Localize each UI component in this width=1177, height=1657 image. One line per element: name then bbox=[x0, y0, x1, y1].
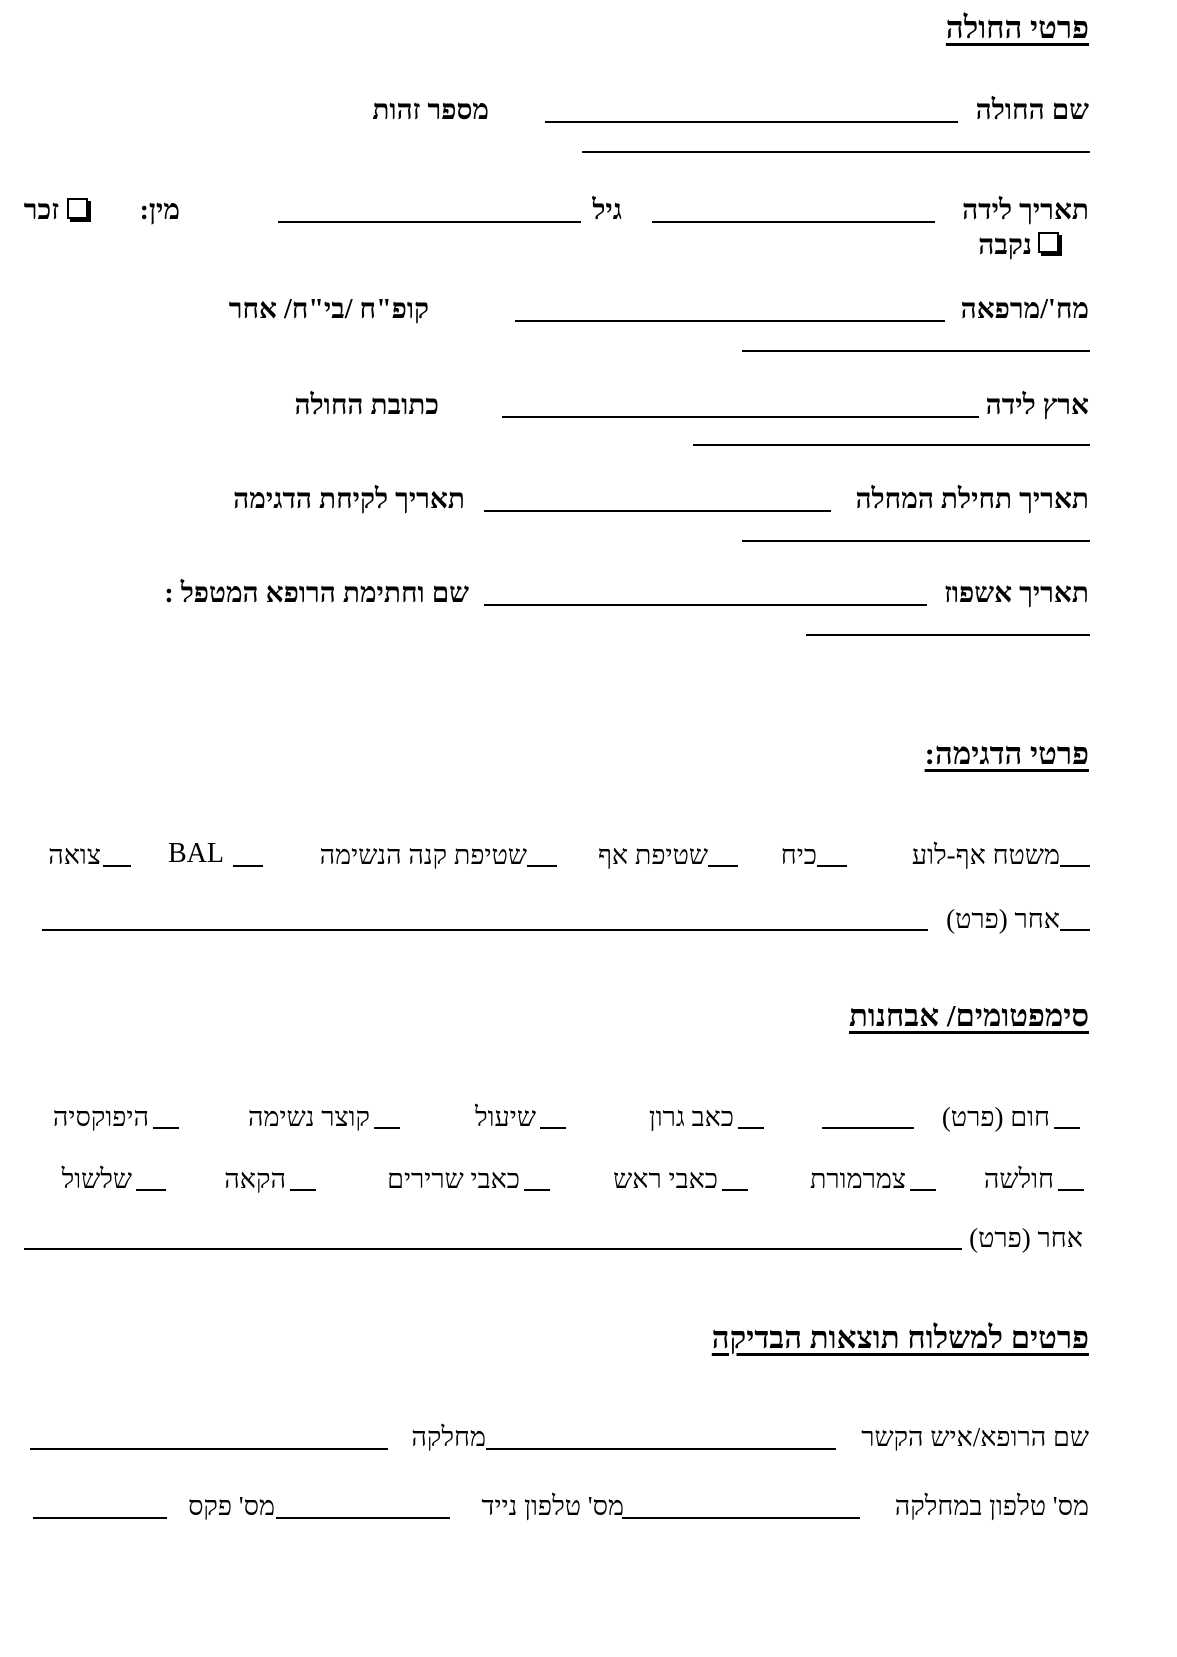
mobile-phone-label: מס' טלפון נייד bbox=[481, 1491, 624, 1521]
other-symptom-field[interactable] bbox=[24, 1248, 962, 1250]
doctor-signature-label: שם וחתימת הרופא המטפל : bbox=[164, 578, 469, 609]
male-checkbox[interactable] bbox=[67, 198, 88, 219]
patient-name-field[interactable] bbox=[545, 121, 958, 123]
onset-date-label: תאריך תחילת המחלה bbox=[855, 484, 1089, 515]
feces-blank[interactable] bbox=[103, 865, 131, 867]
fax-label: מס' פקס bbox=[188, 1491, 275, 1521]
department-label: מחלקה bbox=[411, 1422, 486, 1452]
headache-blank[interactable] bbox=[722, 1189, 748, 1191]
age-field[interactable] bbox=[278, 221, 581, 223]
feces-label: צואה bbox=[48, 840, 101, 870]
sputum-blank[interactable] bbox=[817, 865, 847, 867]
sample-date-field[interactable] bbox=[742, 540, 1090, 542]
bal-blank[interactable] bbox=[233, 865, 263, 867]
chills-blank[interactable] bbox=[910, 1189, 936, 1191]
dyspnea-label: קוצר נשימה bbox=[247, 1102, 370, 1132]
weakness-blank[interactable] bbox=[1058, 1189, 1084, 1191]
myalgia-label: כאבי שרירים bbox=[387, 1164, 520, 1194]
nasopharyngeal-blank[interactable] bbox=[1060, 865, 1090, 867]
bal-label: BAL bbox=[168, 838, 224, 869]
nasopharyngeal-label: משטח אף-לוע bbox=[911, 840, 1060, 870]
cough-blank[interactable] bbox=[540, 1127, 566, 1129]
birth-country-label: ארץ לידה bbox=[985, 390, 1089, 421]
department-field[interactable] bbox=[30, 1448, 388, 1450]
weakness-label: חולשה bbox=[983, 1164, 1054, 1194]
age-label: גיל bbox=[592, 195, 622, 226]
section-title-symptoms: סימפטומים/ אבחנות bbox=[849, 998, 1089, 1033]
sore-throat-label: כאב גרון bbox=[648, 1102, 734, 1132]
dept-phone-field[interactable] bbox=[622, 1517, 860, 1519]
mobile-phone-field[interactable] bbox=[276, 1517, 450, 1519]
cough-label: שיעול bbox=[474, 1102, 536, 1132]
sex-label: מין: bbox=[139, 195, 180, 226]
bronchial-wash-label: שטיפת קנה הנשימה bbox=[319, 840, 527, 870]
sputum-label: כיח bbox=[780, 840, 817, 870]
female-checkbox[interactable] bbox=[1038, 232, 1059, 253]
other-sample-blank[interactable] bbox=[1060, 929, 1090, 931]
patient-id-label: מספר זהות bbox=[372, 95, 489, 126]
vomiting-blank[interactable] bbox=[290, 1189, 316, 1191]
male-label: זכר bbox=[23, 195, 59, 226]
sore-throat-blank[interactable] bbox=[738, 1127, 764, 1129]
section-title-patient: פרטי החולה bbox=[945, 10, 1089, 45]
sample-date-label: תאריך לקיחת הדגימה bbox=[233, 484, 465, 515]
address-label: כתובת החולה bbox=[294, 390, 439, 421]
section-title-sample: פרטי הדגימה: bbox=[924, 736, 1089, 771]
chills-label: צמרמורת bbox=[809, 1164, 906, 1194]
dyspnea-blank[interactable] bbox=[374, 1127, 400, 1129]
onset-date-field[interactable] bbox=[484, 510, 831, 512]
female-label: נקבה bbox=[978, 230, 1032, 261]
fever-blank[interactable] bbox=[1054, 1127, 1080, 1129]
doctor-signature-field[interactable] bbox=[806, 634, 1090, 636]
admission-date-field[interactable] bbox=[484, 604, 927, 606]
patient-name-label: שם החולה bbox=[975, 95, 1089, 126]
other-symptom-label: אחר (פרט) bbox=[969, 1223, 1083, 1253]
diarrhea-label: שלשול bbox=[61, 1164, 132, 1194]
address-field[interactable] bbox=[693, 444, 1090, 446]
nasal-wash-label: שטיפת אף bbox=[597, 840, 708, 870]
birth-date-label: תאריך לידה bbox=[962, 195, 1089, 226]
dept-phone-label: מס' טלפון במחלקה bbox=[894, 1491, 1089, 1521]
vomiting-label: הקאה bbox=[224, 1164, 286, 1194]
clinic-label: מח'/מרפאה bbox=[960, 294, 1089, 325]
nasal-wash-blank[interactable] bbox=[708, 865, 738, 867]
admission-date-label: תאריך אשפוז bbox=[944, 578, 1089, 609]
hmo-field[interactable] bbox=[742, 350, 1090, 352]
other-sample-label: אחר (פרט) bbox=[946, 904, 1060, 934]
diarrhea-blank[interactable] bbox=[136, 1189, 166, 1191]
headache-label: כאבי ראש bbox=[613, 1164, 718, 1194]
fever-label: חום (פרט) bbox=[941, 1102, 1050, 1132]
birth-country-field[interactable] bbox=[502, 416, 979, 418]
section-title-results: פרטים למשלוח תוצאות הבדיקה bbox=[711, 1320, 1089, 1355]
contact-doctor-field[interactable] bbox=[486, 1448, 836, 1450]
hypoxia-label: היפוקסיה bbox=[52, 1102, 149, 1132]
birth-date-field[interactable] bbox=[652, 221, 935, 223]
clinic-field[interactable] bbox=[515, 320, 945, 322]
patient-id-field[interactable] bbox=[582, 151, 1090, 153]
hmo-label: קופ"ח /בי"ח/ אחר bbox=[228, 294, 429, 325]
fever-field[interactable] bbox=[822, 1127, 914, 1129]
fax-field[interactable] bbox=[33, 1517, 167, 1519]
hypoxia-blank[interactable] bbox=[153, 1127, 179, 1129]
bronchial-wash-blank[interactable] bbox=[527, 865, 557, 867]
contact-doctor-label: שם הרופא/איש הקשר bbox=[861, 1422, 1089, 1452]
other-sample-field[interactable] bbox=[42, 929, 928, 931]
myalgia-blank[interactable] bbox=[524, 1189, 550, 1191]
